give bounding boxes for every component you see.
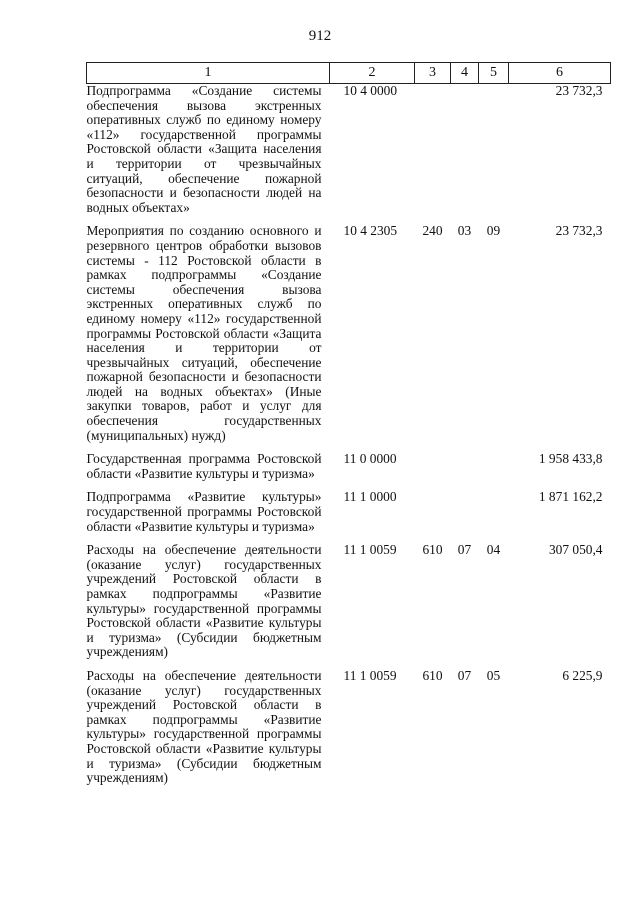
row-amount: 6 225,9 — [562, 667, 603, 683]
row-subsection: 09 — [486, 223, 501, 239]
row-expense-type: 610 — [422, 667, 443, 683]
table-header — [87, 63, 611, 84]
header-col-3: 3 — [415, 63, 451, 84]
row-target-code: 10 4 2305 — [343, 223, 398, 239]
row-subsection — [479, 490, 509, 543]
row-name: Мероприятия по созданию основного и резервного центров обработки вызовов системы - 112 Ростовской области в рамках подпрограммы «Создание системы обеспечения вызова экстренных оперативных служб по единому номеру «112» государственной программы Ростовской области «Защита населения и территории от чрезвычайных ситуаций, обеспечение пожарной безопасности и безопасности людей на водных объектах» (Иные закупки товаров, работ и услуг для обеспечения государственных (муниципальных) нужд) — [86, 223, 322, 443]
row-amount: 1 871 162,2 — [538, 489, 603, 505]
row-amount: 23 732,3 — [555, 83, 603, 98]
header-col-5: 5 — [479, 63, 509, 84]
row-section: 07 — [457, 667, 472, 683]
row-subsection — [479, 84, 509, 225]
table-row — [87, 490, 611, 543]
row-name: Расходы на обеспечение деятельности (оказание услуг) государственных учреждений Ростовской области в рамках подпрограммы «Развитие культуры» государственной программы Ростовской области «Развитие культуры и туризма» (Субсидии бюджетным учреждениям) — [86, 542, 322, 660]
row-subsection: 04 — [486, 542, 501, 558]
row-section — [451, 84, 479, 225]
row-target-code: 10 4 0000 — [343, 83, 398, 98]
row-expense-type: 610 — [422, 542, 443, 558]
header-row — [87, 63, 611, 84]
row-expense-type: 240 — [422, 223, 443, 239]
table-row — [87, 452, 611, 490]
header-col-1: 1 — [87, 63, 330, 84]
row-name: Расходы на обеспечение деятельности (оказание услуг) государственных учреждений Ростовской области в рамках подпрограммы «Развитие культуры» государственной программы Ростовской области «Развитие культуры и туризма» (Субсидии бюджетным учреждениям) — [86, 667, 322, 786]
row-target-code: 11 0 0000 — [343, 451, 397, 467]
row-subsection — [479, 452, 509, 490]
budget-table — [86, 62, 611, 795]
header-col-4: 4 — [451, 63, 479, 84]
row-section — [451, 490, 479, 543]
row-section: 03 — [457, 223, 472, 239]
row-expense-type — [415, 490, 451, 543]
row-expense-type — [415, 452, 451, 490]
row-amount: 307 050,4 — [548, 542, 603, 558]
row-amount: 1 958 433,8 — [538, 451, 603, 467]
row-section: 07 — [457, 542, 472, 558]
row-target-code: 11 1 0059 — [343, 542, 397, 558]
row-name: Подпрограмма «Создание системы обеспечения вызова экстренных оперативных служб по единому номеру «112» государственной программы Ростовской области «Защита населения и территории от чрезвычайных ситуаций, обеспечение пожарной безопасности и безопасности людей на водных объектах» — [86, 83, 322, 215]
row-target-code: 11 1 0059 — [343, 667, 397, 683]
row-name: Подпрограмма «Развитие культуры» государственной программы Ростовской области «Развитие культуры и туризма» — [86, 489, 322, 534]
table-row — [87, 543, 611, 669]
row-section — [451, 452, 479, 490]
table-row — [87, 669, 611, 795]
table-row — [87, 84, 611, 225]
table-body — [87, 84, 611, 795]
header-col-6: 6 — [509, 63, 611, 84]
page-number: 912 — [308, 28, 332, 44]
row-name: Государственная программа Ростовской области «Развитие культуры и туризма» — [86, 451, 322, 481]
row-amount: 23 732,3 — [555, 223, 603, 239]
header-col-2: 2 — [330, 63, 415, 84]
row-expense-type — [415, 84, 451, 225]
row-subsection: 05 — [486, 667, 501, 683]
row-target-code: 11 1 0000 — [343, 489, 397, 505]
table-row — [87, 224, 611, 452]
